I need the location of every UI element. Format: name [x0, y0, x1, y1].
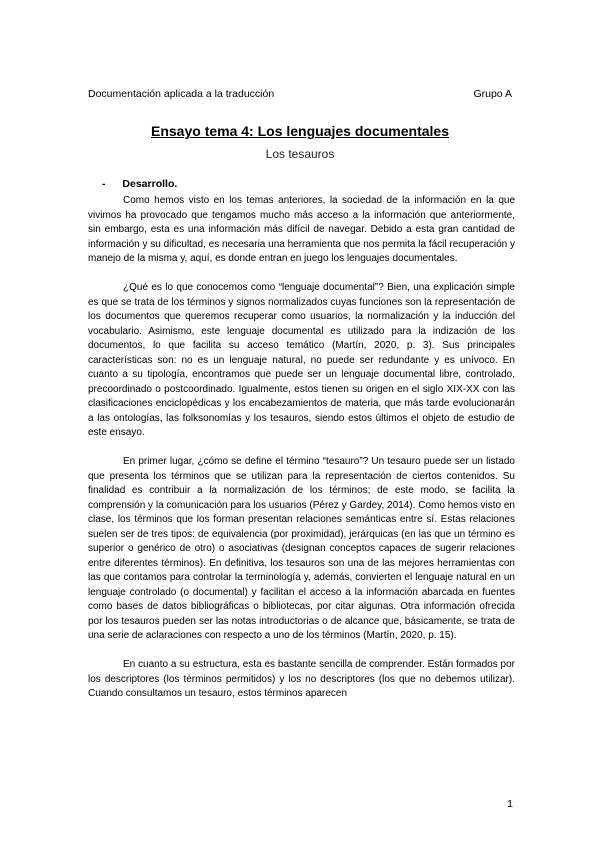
- header-course-title: Documentación aplicada a la traducción: [88, 88, 275, 100]
- page-number: 1: [507, 798, 513, 810]
- paragraph-2: ¿Qué es lo que conocemos como “lenguaje documental”? Bien, una explicación simple es que se trata de los términos y signos normalizados cuyas funciones son la representación de los documentos que queremos recuperar como usuarios, la normalización y la inducción del vocabulario. Asimismo, este lenguaje documental es utilizado para la indización de los documentos, lo que facilita su acceso temático (Martín, 2020, p. 3). Sus principales características son: no es un lenguaje natural, no puede ser redundante y es unívoco. En cuanto a su tipología, encontramos que puede ser un lenguaje documental libre, controlado, precoordinado o postcoordinado. Igualmente, estos tienen su origen en el siglo XIX-XX con las clasificaciones enciclopédicas y los encabezamientos de materia, que más tarde evolucionarán a las ontologías, las folksonomías y los tesauros, siendo estos últimos el objeto de estudio de este ensayo.: [88, 282, 515, 438]
- section-heading: [102, 178, 177, 190]
- essay-body: [88, 194, 515, 716]
- paragraph-3: En primer lugar, ¿cómo se define el término “tesauro”? Un tesauro puede ser un listado que presenta los términos que se utilizan para la representación de ciertos contenidos. Su finalidad es contribuir a la normalización de los términos; de este modo, se facilita la comprensión y la comunicación para los usuarios (Pérez y Gardey, 2014). Como hemos visto en clase, los términos que los forman presentan relaciones semánticas entre sí. Estas relaciones suelen ser de tres tipos: de equivalencia (por proximidad), jerárquicas (en las que un término es superior o genérico de otro) o asociativas (designan conceptos capaces de sugerir relaciones entre diferentes términos). En definitiva, los tesauros son una de las mejores herramientas con las que contamos para controlar la terminología y, además, convierten el lenguaje natural en un lenguaje controlado (o documental) y facilitan el acceso a la información abarcada en fuentes como bases de datos bibliográficas o bibliotecas, por citar algunas. Otra información ofrecida por los tesauros pueden ser las notas introductorias o de alcance que, básicamente, se trata de una serie de aclaraciones con respecto a uno de los términos (Martín, 2020, p. 15).: [88, 456, 515, 641]
- bullet-dash: -: [102, 178, 106, 190]
- essay-title: Ensayo tema 4: Los lenguajes documentales: [151, 123, 449, 139]
- section-heading-label: Desarrollo.: [122, 178, 178, 190]
- paragraph-4: En cuanto a su estructura, esta es bastante sencilla de comprender. Están formados por los descriptores (los términos permitidos) y los no descriptores (los que no debemos utilizar). Cuando consultamos un tesauro, estos términos aparecen: [88, 659, 515, 699]
- header-group: Grupo A: [473, 88, 512, 100]
- page-header: [88, 88, 512, 100]
- paragraph-1: Como hemos visto en los temas anteriores, la sociedad de la información en la que vivimos ha provocado que tengamos mucho más acceso a la información que anteriormente, sin embargo, esta es una información más difícil de navegar. Debido a esta gran cantidad de información y su dificultad, es necesaria una herramienta que nos permita la fácil recuperación y manejo de la misma y, aquí, es donde entran en juego los lenguajes documentales.: [88, 195, 515, 264]
- essay-subtitle: Los tesauros: [265, 147, 335, 161]
